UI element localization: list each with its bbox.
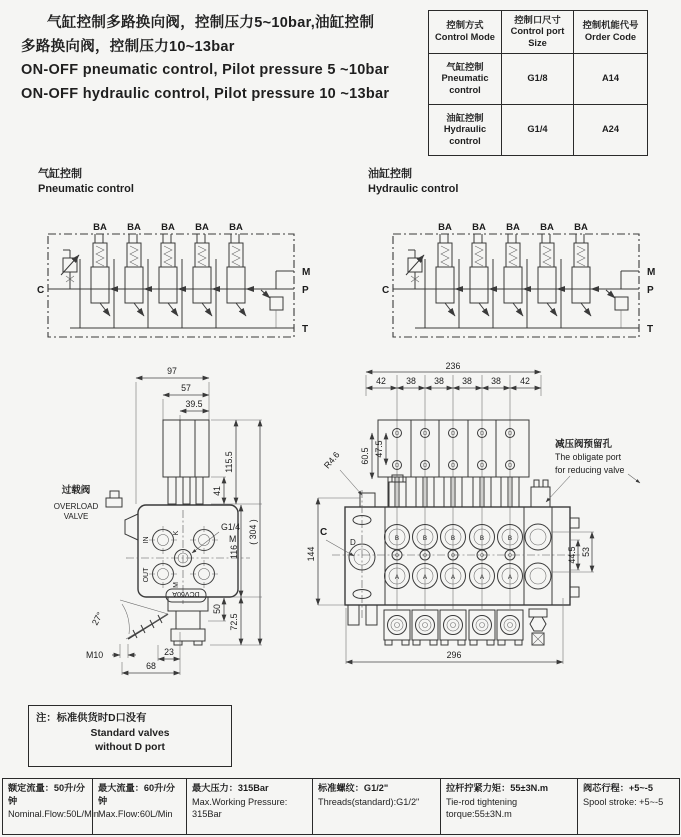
cell-mode-pneumatic (429, 54, 502, 105)
port-p-label: P (647, 285, 654, 296)
port-b-label: B (450, 535, 456, 542)
spec-zh: 阀芯行程：+5~-5 (583, 783, 653, 793)
spec-zh: 最大压力：315Bar (192, 783, 269, 793)
pneumatic-schematic (30, 222, 312, 344)
seg-dim-38a: 38 (406, 376, 416, 386)
radius-r4-6: R4.6 (321, 449, 342, 471)
label-m-body: M (173, 582, 180, 588)
port-g14-label: G1/4 (221, 522, 241, 532)
port-a-label: A (394, 574, 400, 581)
port-d-label: D (350, 538, 356, 547)
port-t-label: T (647, 324, 654, 335)
reducing-valve-callout-zh: 减压阀预留孔 (555, 439, 613, 450)
header-control-mode (429, 11, 502, 54)
section-label-ba: BA (574, 222, 588, 233)
dim-53: 53 (581, 547, 591, 557)
label-out: OUT (143, 567, 150, 583)
model-tag: DCV60A (172, 590, 200, 597)
intro-line-zh2: 多路换向阀，控制压力10~13bar (21, 38, 235, 55)
port-m-label: M (647, 267, 656, 278)
section-label-ba: BA (540, 222, 554, 233)
port-b-label: B (479, 535, 485, 542)
port-p-label: P (302, 285, 309, 296)
seg-dim-42b: 42 (520, 376, 530, 386)
port-c-label: C (320, 527, 328, 538)
mode-en: Pneumatic control (441, 73, 489, 95)
section-label-ba: BA (472, 222, 486, 233)
port-a-label: A (422, 574, 428, 581)
overload-valve-en1: OVERLOAD (53, 502, 99, 511)
spec-spool-stroke (578, 779, 677, 834)
spec-zh: 最大流量：60升/分钟 (98, 783, 176, 806)
spec-en: Threads(standard):G1/2" (318, 796, 420, 807)
note-en1: Standard valves (90, 727, 170, 739)
port-c-label: C (382, 285, 390, 296)
seg-dim-42a: 42 (376, 376, 386, 386)
header-port-size (502, 11, 574, 54)
port-a-label: A (450, 574, 456, 581)
dim-57: 57 (181, 383, 191, 393)
port-b-label: B (507, 535, 513, 542)
section-label-ba: BA (229, 222, 243, 233)
header-control-mode-en: Control Mode (435, 32, 495, 42)
dim-41: 41 (212, 486, 222, 496)
port-b-label: B (422, 535, 428, 542)
dim-39-5: 39.5 (185, 399, 203, 409)
schematic-drawing (48, 234, 294, 337)
dim-27deg: 27° (89, 610, 105, 627)
schematic-drawing (393, 234, 639, 337)
side-view-drawing (28, 362, 328, 704)
note-en2: without D port (95, 742, 165, 753)
header-order-code (574, 11, 648, 54)
dim-144: 144 (306, 546, 316, 562)
intro-line-zh1: 气缸控制多路换向阀，控制压力5~10bar,油缸控制 (47, 15, 375, 31)
section-label-ba: BA (195, 222, 209, 233)
section-label-ba: BA (127, 222, 141, 233)
port-b-label: B (394, 535, 400, 542)
spec-en: Max.Flow:60L/Min (98, 809, 173, 819)
note-box (28, 705, 232, 767)
seg-dim-38b: 38 (434, 376, 444, 386)
header-control-mode-zh: 控制方式 (446, 20, 484, 31)
cell-code-hydraulic: A24 (574, 105, 648, 156)
spec-table (2, 778, 680, 835)
mode-zh: 气缸控制 (446, 61, 484, 72)
dim-44-5: 44.5 (567, 546, 577, 564)
spec-zh: 标准螺纹：G1/2" (318, 783, 389, 793)
spec-threads (313, 779, 441, 834)
dim-97: 97 (167, 366, 177, 376)
header-order-code-en: Order Code (584, 32, 637, 42)
intro-line-en2: ON-OFF hydraulic control, Pilot pressure 10 ~13bar (21, 85, 390, 102)
hydraulic-schematic-title (368, 167, 458, 197)
hydraulic-schematic (375, 222, 657, 344)
dim-304: ( 304 ) (248, 519, 258, 545)
hydraulic-title-zh: 油缸控制 (368, 168, 412, 180)
spec-en: Spool stroke: +5~-5 (583, 796, 664, 807)
dim-296: 296 (446, 650, 462, 660)
overload-valve-en2: VALVE (63, 512, 89, 521)
cell-mode-hydraulic (429, 105, 502, 156)
spec-zh: 拉杆拧紧力矩：55±3N.m (446, 783, 549, 793)
port-t-label: T (302, 324, 309, 335)
spec-en: Nominal.Flow:50L/Min (8, 809, 99, 819)
port-m-label: M (229, 534, 237, 544)
header-port-size-en: Control port Size (510, 26, 565, 48)
dim-116: 116 (229, 544, 239, 560)
spec-tie-rod-torque (441, 779, 578, 834)
overload-valve-zh: 过载阀 (61, 485, 91, 496)
dim-236: 236 (445, 361, 461, 371)
port-a-label: A (507, 574, 513, 581)
spec-max-pressure (187, 779, 313, 834)
cell-code-pneumatic: A14 (574, 54, 648, 105)
dim-72-5: 72.5 (229, 613, 239, 631)
dim-50: 50 (212, 604, 222, 614)
reducing-valve-callout-en1: The obligate port (555, 452, 622, 462)
control-mode-table (428, 10, 648, 156)
pneumatic-schematic-title (38, 167, 134, 197)
seg-dim-38d: 38 (491, 376, 501, 386)
cell-port-pneumatic: G1/8 (502, 54, 574, 105)
hydraulic-title-en: Hydraulic control (368, 183, 459, 195)
port-c-label: C (37, 285, 45, 296)
header-order-code-zh: 控制机能代号 (582, 20, 639, 31)
table-row (429, 54, 648, 105)
dim-47-5: 47.5 (374, 440, 384, 458)
header-port-size-zh: 控制口尺寸 (514, 14, 561, 25)
cell-port-hydraulic: G1/4 (502, 105, 574, 156)
spec-zh: 额定流量：50升/分钟 (8, 783, 86, 806)
spec-max-flow (93, 779, 187, 834)
table-row (429, 105, 648, 156)
seg-dim-38c: 38 (462, 376, 472, 386)
section-label-ba: BA (93, 222, 107, 233)
intro-line-en1: ON-OFF pneumatic control, Pilot pressure 5 ~10bar (21, 62, 390, 78)
section-label-ba: BA (438, 222, 452, 233)
spec-en: Max.Working Pressure: 315Bar (192, 796, 288, 819)
port-m-label: M (302, 267, 311, 278)
section-label-ba: BA (506, 222, 520, 233)
label-in: IN (143, 536, 150, 544)
port-a-label: A (479, 574, 485, 581)
note-zh: 注：标准供货时D口没有 (36, 713, 147, 724)
label-k: K (173, 530, 180, 536)
mode-zh: 油缸控制 (446, 112, 484, 123)
dim-23: 23 (164, 647, 174, 657)
dim-68: 68 (146, 661, 156, 671)
spec-nominal-flow (3, 779, 99, 834)
front-view-drawing (306, 361, 681, 704)
front-view-shapes (318, 372, 640, 664)
intro-text (21, 12, 431, 106)
pneumatic-title-zh: 气缸控制 (38, 168, 82, 180)
dim-60-5: 60.5 (360, 447, 370, 465)
pneumatic-title-en: Pneumatic control (38, 183, 134, 195)
reducing-valve-callout-en2: for reducing valve (555, 465, 625, 475)
dim-115-5: 115.5 (224, 451, 234, 473)
mode-en: Hydraulic control (443, 124, 487, 146)
section-label-ba: BA (161, 222, 175, 233)
spec-en: Tie-rod tightening torque:55±3N.m (446, 796, 518, 819)
thread-m10-label: M10 (86, 650, 104, 660)
